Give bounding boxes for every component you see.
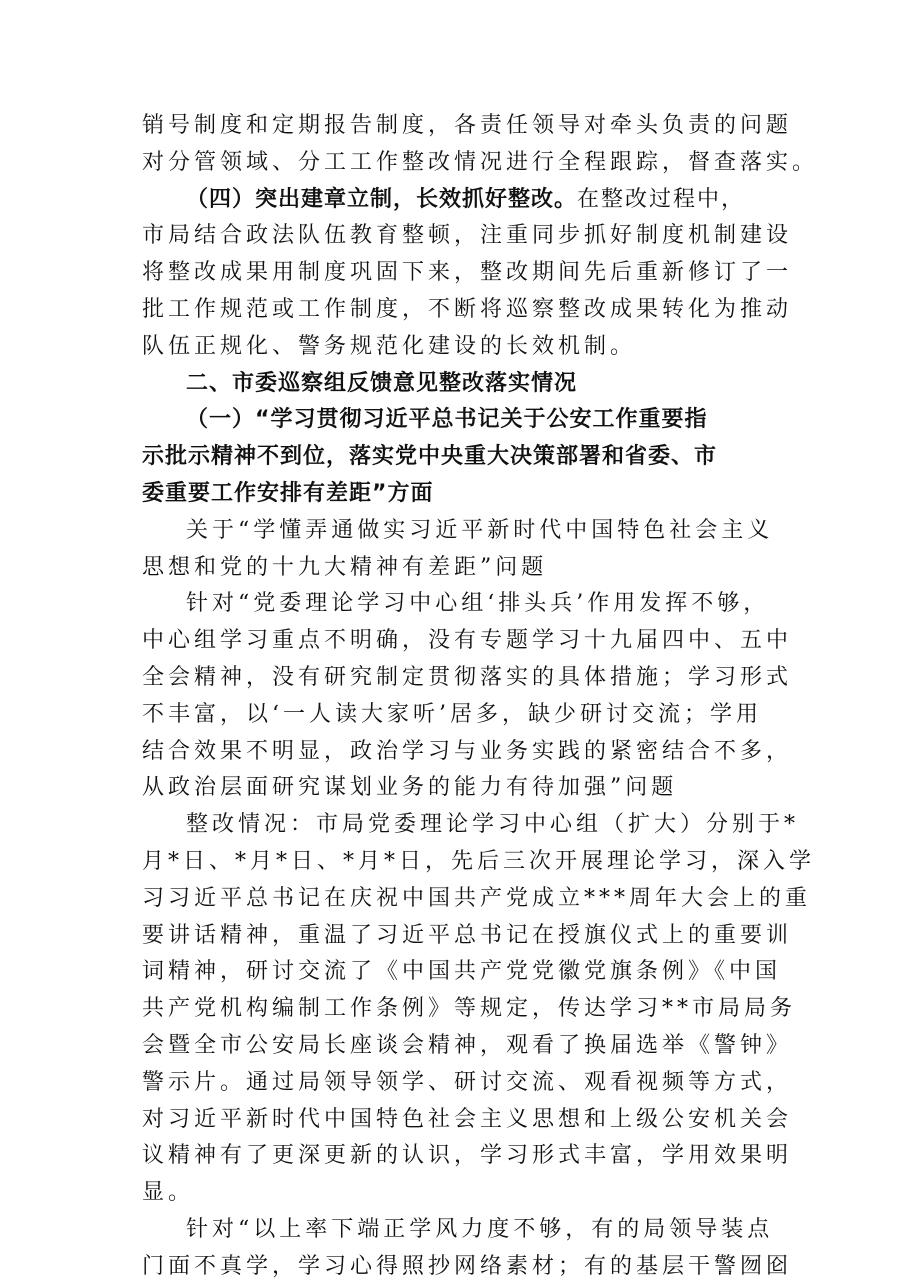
paragraph-line: 显。: [142, 1180, 195, 1206]
paragraph-line: 市局结合政法队伍教育整顿，注重同步抓好制度机制建设: [142, 223, 793, 249]
paragraph-line: 关于“学懂弄通做实习近平新时代中国特色社会主义: [186, 517, 774, 543]
paragraph-line: 要讲话精神，重温了习近平总书记在授旗仪式上的重要训: [142, 922, 793, 948]
paragraph-line: [142, 182, 787, 219]
subsection-heading-line: 委重要工作安排有差距”方面: [142, 480, 434, 506]
paragraph-line: 整改情况：市局党委理论学习中心组（扩大）分别于*: [186, 812, 800, 838]
document-body: [142, 108, 819, 1286]
paragraph-line: 警示片。通过局领导领学、研讨交流、观看视频等方式，: [142, 1069, 793, 1095]
paragraph-text: 在整改过程中，: [577, 186, 746, 212]
paragraph-line: 针对“党委理论学习中心组‘排头兵’作用发挥不够，: [186, 591, 770, 617]
paragraph-line: 思想和党的十九大精神有差距”问题: [142, 554, 548, 580]
paragraph-line: 对分管领域、分工工作整改情况进行全程跟踪，督查落实。: [142, 149, 819, 175]
subsection-heading-line: 示批示精神不到位，落实党中央重大决策部署和省委、市: [142, 444, 718, 470]
paragraph-line: 针对“以上率下端正学风力度不够，有的局领导装点: [186, 1216, 774, 1242]
paragraph-line: 议精神有了更深更新的认识，学习形式丰富，学用效果明: [142, 1143, 793, 1169]
section-subheading: （四）突出建章立制，长效抓好整改。: [186, 186, 578, 212]
paragraph-line: 批工作规范或工作制度，不断将巡察整改成果转化为推动: [142, 296, 793, 322]
section-heading: 二、市委巡察组反馈意见整改落实情况: [186, 370, 578, 396]
paragraph-line: 全会精神，没有研究制定贯彻落实的具体措施；学习形式: [142, 664, 793, 690]
paragraph-line: 习习近平总书记在庆祝中国共产党成立***周年大会上的重: [142, 885, 812, 911]
paragraph-line: 对习近平新时代中国特色社会主义思想和上级公安机关会: [142, 1106, 793, 1132]
subsection-heading-line: （一）“学习贯彻习近平总书记关于公安工作重要指: [186, 407, 708, 433]
paragraph-line: 从政治层面研究谋划业务的能力有待加强”问题: [142, 775, 678, 801]
paragraph-line: 销号制度和定期报告制度，各责任领导对牵头负责的问题: [142, 113, 793, 138]
paragraph-line: 将整改成果用制度巩固下来，整改期间先后重新修订了一: [142, 260, 793, 286]
paragraph-line: 门面不真学，学习心得照抄网络素材；有的基层干警囫囵: [142, 1253, 793, 1279]
paragraph-line: 月*日、*月*日、*月*日，先后三次开展理论学习，深入学: [142, 848, 816, 874]
paragraph-line: 共产党机构编制工作条例》等规定，传达学习**市局局务: [142, 996, 797, 1022]
paragraph-line: 词精神，研讨交流了《中国共产党党徽党旗条例》《中国: [142, 959, 782, 985]
paragraph-line: 队伍正规化、警务规范化建设的长效机制。: [142, 333, 637, 359]
paragraph-line: 中心组学习重点不明确，没有专题学习十九届四中、五中: [142, 628, 793, 654]
paragraph-line: 结合效果不明显，政治学习与业务实践的紧密结合不多，: [142, 738, 793, 764]
paragraph-line: 会暨全市公安局长座谈会精神，观看了换届选举《警钟》: [142, 1032, 793, 1058]
paragraph-line: 不丰富，以‘一人读大家听’居多，缺少研讨交流；学用: [142, 701, 762, 727]
